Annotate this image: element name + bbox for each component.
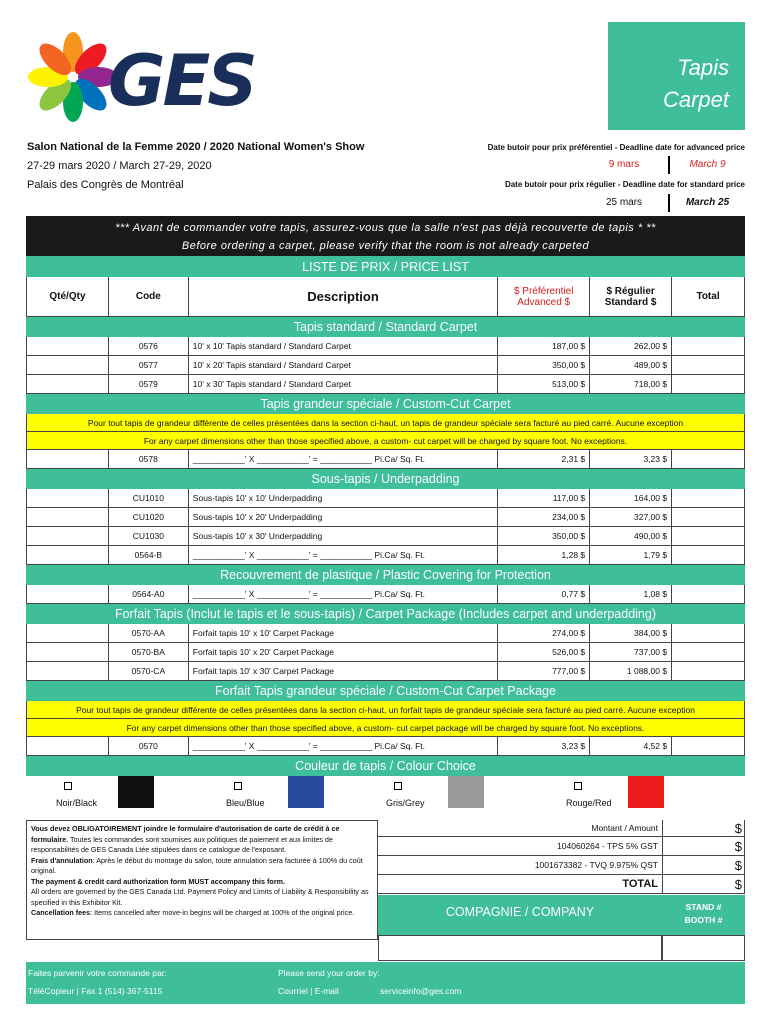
terms-p3-bold: The payment & credit card authorization form MUST accompany this form. bbox=[31, 876, 285, 886]
table-row bbox=[27, 508, 745, 527]
description-cell: ___________' X ___________' = ___________ Pi.Ca/ Sq. Ft. bbox=[188, 546, 497, 565]
deadline-standard-label: Date butoir pour prix régulier - Deadline date for standard price bbox=[504, 180, 745, 189]
terms-p5: : Items cancelled after move-in begins will be charged at 100% of the original price. bbox=[90, 908, 355, 917]
terms-p4: All orders are governed by the GES Canada Ltd. Payment Policy and Limits of Liability & Responsibility as specified in this Exhibitor Kit. bbox=[31, 887, 369, 907]
col-code: Code bbox=[108, 277, 188, 317]
total-cell[interactable] bbox=[672, 624, 745, 643]
totals-box bbox=[378, 820, 745, 894]
company-field[interactable] bbox=[378, 935, 662, 961]
table-row bbox=[27, 489, 745, 508]
advanced-price-cell: 2,31 $ bbox=[498, 450, 590, 469]
qty-input[interactable] bbox=[27, 337, 109, 356]
logo-flower-icon bbox=[28, 32, 118, 122]
code-cell: 0570-AA bbox=[108, 624, 188, 643]
description-cell: Forfait tapis 10' x 20' Carpet Package bbox=[188, 643, 497, 662]
total-cell[interactable] bbox=[672, 489, 745, 508]
qst-label: 1001673382 - TVQ 9.975% QST bbox=[378, 856, 662, 875]
checkbox-icon[interactable] bbox=[394, 782, 402, 790]
description-cell: 10' x 20' Tapis standard / Standard Carpet bbox=[188, 356, 497, 375]
col-total: Total bbox=[672, 277, 745, 317]
advanced-price-cell: 274,00 $ bbox=[498, 624, 590, 643]
color-swatch bbox=[448, 776, 484, 808]
table-row bbox=[27, 624, 745, 643]
code-cell: 0570-BA bbox=[108, 643, 188, 662]
description-cell: Forfait tapis 10' x 30' Carpet Package bbox=[188, 662, 497, 681]
qty-input[interactable] bbox=[27, 489, 109, 508]
footer-email[interactable]: serviceinfo@ges.com bbox=[380, 986, 462, 996]
standard-price-cell: 4,52 $ bbox=[590, 737, 672, 756]
color-swatch bbox=[628, 776, 664, 808]
footer bbox=[26, 962, 745, 1004]
color-choices bbox=[26, 772, 745, 816]
col-standard: $ Régulier Standard $ bbox=[590, 277, 672, 317]
standard-price-cell: 384,00 $ bbox=[590, 624, 672, 643]
advanced-price-cell: 526,00 $ bbox=[498, 643, 590, 662]
col-qty: Qté/Qty bbox=[27, 277, 109, 317]
qty-input[interactable] bbox=[27, 527, 109, 546]
terms-p2-bold: Frais d'annulation bbox=[31, 855, 93, 865]
footer-email-label: Courriel | E-mail bbox=[278, 986, 339, 996]
warning-fr: *** Avant de commander votre tapis, assurez-vous que la salle n'est pas déjà recouverte de tapis * ** bbox=[115, 222, 656, 234]
qty-input[interactable] bbox=[27, 450, 109, 469]
table-row bbox=[27, 585, 745, 604]
code-cell: 0577 bbox=[108, 356, 188, 375]
terms-p2: : Après le début du montage du salon, toute annulation sera facturée à 100% du coût original. bbox=[31, 855, 363, 875]
color-label: Noir/Black bbox=[56, 798, 98, 808]
code-cell: CU1030 bbox=[108, 527, 188, 546]
color-swatch bbox=[288, 776, 324, 808]
gst-value[interactable]: $ bbox=[662, 837, 745, 856]
section-custom: Tapis grandeur spéciale / Custom-Cut Carpet bbox=[27, 394, 745, 414]
total-cell[interactable] bbox=[672, 337, 745, 356]
advanced-price-cell: 350,00 $ bbox=[498, 527, 590, 546]
checkbox-icon[interactable] bbox=[64, 782, 72, 790]
table-row bbox=[27, 662, 745, 681]
qty-input[interactable] bbox=[27, 643, 109, 662]
warning-en: Before ordering a carpet, please verify that the room is not already carpeted bbox=[181, 240, 590, 252]
advanced-price-cell: 117,00 $ bbox=[498, 489, 590, 508]
footer-send-fr: Faites parvenir votre commande par: bbox=[28, 968, 167, 978]
standard-price-cell: 1,79 $ bbox=[590, 546, 672, 565]
total-cell[interactable] bbox=[672, 450, 745, 469]
venue: Palais des Congrès de Montréal bbox=[27, 179, 184, 191]
gst-label: 104060264 - TPS 5% GST bbox=[378, 837, 662, 856]
table-row bbox=[27, 643, 745, 662]
total-cell[interactable] bbox=[672, 585, 745, 604]
standard-price-cell: 164,00 $ bbox=[590, 489, 672, 508]
title-fr: Tapis bbox=[677, 55, 729, 80]
section-package: Forfait Tapis (Inclut le tapis et le sous-tapis) / Carpet Package (Includes carpet and underpadding) bbox=[27, 604, 745, 624]
booth-field[interactable] bbox=[662, 935, 745, 961]
total-label: TOTAL bbox=[378, 875, 662, 894]
advanced-price-cell: 3,23 $ bbox=[498, 737, 590, 756]
package-note-en: For any carpet dimensions other than those specified above, a custom- cut carpet package will be charged by square foot. No exceptions. bbox=[27, 719, 745, 737]
code-cell: CU1010 bbox=[108, 489, 188, 508]
standard-price-cell: 1,08 $ bbox=[590, 585, 672, 604]
table-row bbox=[27, 375, 745, 394]
qty-input[interactable] bbox=[27, 662, 109, 681]
qty-input[interactable] bbox=[27, 356, 109, 375]
total-cell[interactable] bbox=[672, 643, 745, 662]
price-table bbox=[26, 256, 745, 776]
amount-label: Montant / Amount bbox=[378, 820, 662, 837]
terms-p1-bold: Vous devez OBLIGATOIREMENT joindre le formulaire d'autorisation de carte de crédit à ce formulaire. bbox=[31, 824, 340, 844]
description-cell: 10' x 10' Tapis standard / Standard Carpet bbox=[188, 337, 497, 356]
section-package-custom: Forfait Tapis grandeur spéciale / Custom-Cut Carpet Package bbox=[27, 681, 745, 701]
deadline-standard-en: March 25 bbox=[668, 194, 745, 212]
logo bbox=[28, 32, 118, 122]
standard-price-cell: 3,23 $ bbox=[590, 450, 672, 469]
qty-input[interactable] bbox=[27, 737, 109, 756]
footer-fax: TéléCopieur | Fax 1 (514) 367-5115 bbox=[28, 986, 163, 996]
code-cell: 0564-B bbox=[108, 546, 188, 565]
total-cell[interactable] bbox=[672, 375, 745, 394]
terms-box bbox=[26, 820, 378, 940]
description-cell: ___________' X ___________' = ___________ Pi.Ca/ Sq. Ft. bbox=[188, 585, 497, 604]
deadline-advanced-en: March 9 bbox=[668, 156, 745, 174]
advanced-price-cell: 234,00 $ bbox=[498, 508, 590, 527]
warning-banner bbox=[26, 216, 745, 256]
company-bar bbox=[378, 895, 745, 935]
section-standard: Tapis standard / Standard Carpet bbox=[27, 317, 745, 337]
page-title bbox=[608, 22, 745, 130]
description-cell: Sous-tapis 10' x 10' Underpadding bbox=[188, 489, 497, 508]
description-cell: Forfait tapis 10' x 10' Carpet Package bbox=[188, 624, 497, 643]
code-cell: 0564-A0 bbox=[108, 585, 188, 604]
footer-send-en: Please send your order by: bbox=[278, 968, 380, 978]
description-cell: 10' x 30' Tapis standard / Standard Carpet bbox=[188, 375, 497, 394]
color-label: Bleu/Blue bbox=[226, 798, 265, 808]
total-cell[interactable] bbox=[672, 508, 745, 527]
standard-price-cell: 1 088,00 $ bbox=[590, 662, 672, 681]
total-cell[interactable] bbox=[672, 546, 745, 565]
section-underpad: Sous-tapis / Underpadding bbox=[27, 469, 745, 489]
advanced-price-cell: 1,28 $ bbox=[498, 546, 590, 565]
code-cell: CU1020 bbox=[108, 508, 188, 527]
total-cell[interactable] bbox=[672, 356, 745, 375]
show-info bbox=[27, 138, 407, 195]
package-note-fr: Pour tout tapis de grandeur différente de celles présentées dans la section ci-haut, un forfait tapis de grandeur spéciale sera facturé au pied carré. Aucune exception bbox=[27, 701, 745, 719]
company-label: COMPAGNIE / COMPANY bbox=[445, 905, 595, 919]
color-label: Rouge/Red bbox=[566, 798, 612, 808]
qty-input[interactable] bbox=[27, 585, 109, 604]
standard-price-cell: 489,00 $ bbox=[590, 356, 672, 375]
total-cell[interactable] bbox=[672, 662, 745, 681]
advanced-price-cell: 513,00 $ bbox=[498, 375, 590, 394]
code-cell: 0579 bbox=[108, 375, 188, 394]
table-row bbox=[27, 337, 745, 356]
table-row bbox=[27, 450, 745, 469]
code-cell: 0576 bbox=[108, 337, 188, 356]
title-en: Carpet bbox=[662, 87, 729, 112]
advanced-price-cell: 350,00 $ bbox=[498, 356, 590, 375]
code-cell: 0570-CA bbox=[108, 662, 188, 681]
color-label: Gris/Grey bbox=[386, 798, 425, 808]
section-color: Couleur de tapis / Colour Choice bbox=[27, 756, 745, 776]
qty-input[interactable] bbox=[27, 624, 109, 643]
standard-price-cell: 737,00 $ bbox=[590, 643, 672, 662]
custom-note-fr: Pour tout tapis de grandeur différente de celles présentées dans la section ci-haut, un tapis de grandeur spéciale sera facturé au pied carré. Aucune exception bbox=[27, 414, 745, 432]
section-plastic: Recouvrement de plastique / Plastic Covering for Protection bbox=[27, 565, 745, 585]
standard-price-cell: 327,00 $ bbox=[590, 508, 672, 527]
checkbox-icon[interactable] bbox=[234, 782, 242, 790]
advanced-price-cell: 777,00 $ bbox=[498, 662, 590, 681]
logo-text: GES bbox=[108, 40, 255, 122]
table-row bbox=[27, 527, 745, 546]
show-dates: 27-29 mars 2020 / March 27-29, 2020 bbox=[27, 160, 212, 172]
terms-p1: Toutes les commandes sont soumises aux politiques de paiement et aux limites de responsabilités de GES Canada Ltée stipulées dans ce catalogue de l'exposant. bbox=[31, 834, 333, 854]
deadline-advanced-label: Date butoir pour prix préférentiel - Deadline date for advanced price bbox=[487, 143, 745, 152]
standard-price-cell: 718,00 $ bbox=[590, 375, 672, 394]
table-row bbox=[27, 546, 745, 565]
description-cell: ___________' X ___________' = ___________ Pi.Ca/ Sq. Ft. bbox=[188, 450, 497, 469]
table-row bbox=[27, 737, 745, 756]
deadline-advanced-fr: 9 mars bbox=[608, 159, 640, 170]
standard-price-cell: 490,00 $ bbox=[590, 527, 672, 546]
custom-note-en: For any carpet dimensions other than those specified above, a custom- cut carpet will be charged by square foot. No exceptions. bbox=[27, 432, 745, 450]
advanced-price-cell: 187,00 $ bbox=[498, 337, 590, 356]
qty-input[interactable] bbox=[27, 375, 109, 394]
description-cell: Sous-tapis 10' x 20' Underpadding bbox=[188, 508, 497, 527]
amount-value[interactable]: $ bbox=[662, 820, 745, 837]
code-cell: 0578 bbox=[108, 450, 188, 469]
price-list-title: LISTE DE PRIX / PRICE LIST bbox=[27, 257, 745, 277]
total-cell[interactable] bbox=[672, 737, 745, 756]
advanced-price-cell: 0,77 $ bbox=[498, 585, 590, 604]
terms-p5-bold: Cancellation fees bbox=[31, 908, 91, 917]
color-swatch bbox=[118, 776, 154, 808]
qst-value[interactable]: $ bbox=[662, 856, 745, 875]
description-cell: Sous-tapis 10' x 30' Underpadding bbox=[188, 527, 497, 546]
deadline-standard-fr: 25 mars bbox=[605, 197, 643, 208]
qty-input[interactable] bbox=[27, 546, 109, 565]
show-name: Salon National de la Femme 2020 / 2020 National Women's Show bbox=[27, 141, 365, 153]
col-description: Description bbox=[188, 277, 497, 317]
stand-label: STAND # BOOTH # bbox=[684, 902, 723, 925]
code-cell: 0570 bbox=[108, 737, 188, 756]
standard-price-cell: 262,00 $ bbox=[590, 337, 672, 356]
total-cell[interactable] bbox=[672, 527, 745, 546]
table-row bbox=[27, 356, 745, 375]
checkbox-icon[interactable] bbox=[574, 782, 582, 790]
col-advanced: $ Préférentiel Advanced $ bbox=[498, 277, 590, 317]
description-cell: ___________' X ___________' = ___________ Pi.Ca/ Sq. Ft. bbox=[188, 737, 497, 756]
total-value[interactable]: $ bbox=[662, 875, 745, 894]
qty-input[interactable] bbox=[27, 508, 109, 527]
